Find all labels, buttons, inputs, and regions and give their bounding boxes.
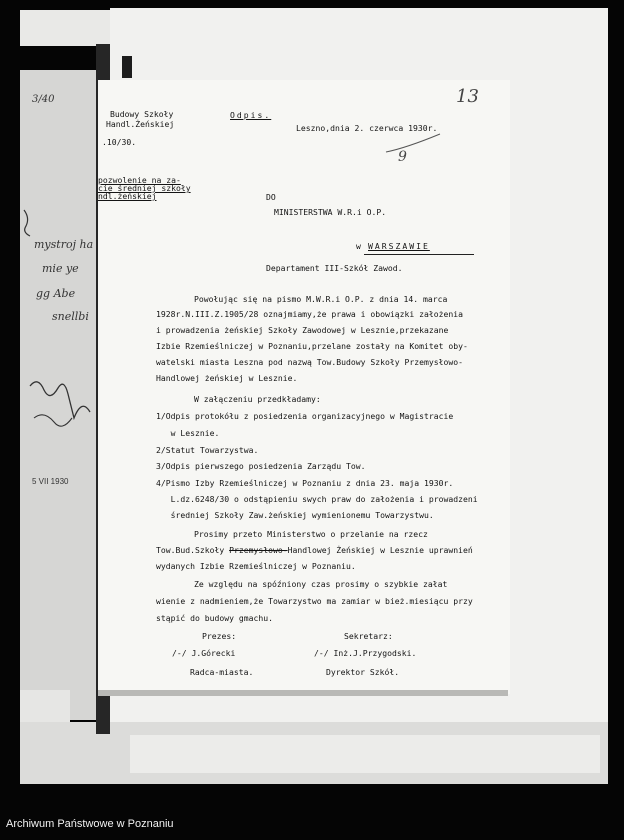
closing-line: Ze względu na spóźniony czas prosimy o szybkie załat xyxy=(194,579,448,589)
body-line: Izbie Rzemieślniczej w Poznaniu,przelane zostały na Komitet oby- xyxy=(156,341,468,351)
attachment-item: w Lesznie. xyxy=(156,428,220,438)
request-strikethrough: Przemysłowo- xyxy=(229,545,288,555)
city-underline xyxy=(364,254,474,255)
document-bottom-edge xyxy=(98,690,508,696)
sender-line: Handl.Żeńskiej xyxy=(106,119,175,129)
attachment-item: 2/Statut Towarzystwa. xyxy=(156,445,259,455)
body-line: Handlowej żeńskiej w Lesznie. xyxy=(156,373,298,383)
document-page xyxy=(98,80,510,694)
attachments-intro: W załączeniu przedkładamy: xyxy=(194,394,321,404)
sender-line: Budowy Szkoły xyxy=(110,109,174,119)
bottom-page-strip-inner xyxy=(130,735,600,773)
city-prefix: w xyxy=(356,241,361,251)
receipt-date-stamp: 5 VII 1930 xyxy=(32,477,69,486)
signature-name: /-/ J.Górecki xyxy=(172,648,236,658)
left-page-pen-marks xyxy=(20,200,98,460)
signature-title: Prezes: xyxy=(202,631,237,641)
to-label: DO xyxy=(266,192,276,202)
page-number-handwritten: 13 xyxy=(456,86,479,107)
signature-role: Dyrektor Szkół. xyxy=(326,667,400,677)
handwritten-stroke xyxy=(384,132,444,156)
signature-role: Radca-miasta. xyxy=(190,667,254,677)
paper-clip xyxy=(122,56,132,78)
place-and-date: Leszno,dnia 2. czerwca 1930r. xyxy=(296,123,438,133)
handwritten-mark: 9 xyxy=(398,149,407,165)
archive-credit: Archiwum Państwowe w Poznaniu xyxy=(6,818,174,830)
signature-name: /-/ Inż.J.Przygodski. xyxy=(314,648,417,658)
subject-line: pozwolenie na za- xyxy=(98,175,181,185)
attachment-item: 4/Pismo Izby Rzemieślniczej w Poznaniu z dnia 23. maja 1930r. xyxy=(156,478,454,488)
request-prefix: Tow.Bud.Szkoły xyxy=(156,545,230,555)
request-line: Prosimy przeto Ministerstwo o przelanie na rzecz xyxy=(194,529,428,539)
attachment-item: średniej Szkoły Zaw.żeńskiej wymienionemu Towarzystwu. xyxy=(156,510,434,520)
body-line: i prowadzenia żeńskiej Szkoły Zawodowej w Lesznie,przekazane xyxy=(156,325,449,335)
file-reference: .10/30. xyxy=(102,137,137,147)
signature-title: Sekretarz: xyxy=(344,631,393,641)
body-line: 1928r.N.III.Z.1905/28 oznajmiamy,że prawa i obowiązki założenia xyxy=(156,309,463,319)
closing-line: stąpić do budowy gmachu. xyxy=(156,613,273,623)
closing-line: wienie z nadmieniem,że Towarzystwo ma zamiar w bież.miesiącu przy xyxy=(156,596,473,606)
left-page-scribble: mie ye xyxy=(42,262,79,275)
addressee: MINISTERSTWA W.R.i O.P. xyxy=(274,207,387,217)
request-line xyxy=(156,546,473,554)
left-page-top-note: 3/40 xyxy=(32,94,55,105)
attachment-item: 1/Odpis protokółu z posiedzenia organizacyjnego w Magistracie xyxy=(156,411,454,421)
attachment-item: L.dz.6248/30 o odstąpieniu swych praw do założenia i prowadzeni xyxy=(156,494,478,504)
subject-line: cie średniej szkoły xyxy=(98,183,191,193)
body-line: Powołując się na pismo M.W.R.i O.P. z dnia 14. marca xyxy=(194,294,448,304)
department: Departament III-Szkół Zawod. xyxy=(266,263,403,273)
attachment-item: 3/Odpis pierwszego posiedzenia Zarządu Tow. xyxy=(156,461,366,471)
body-line: watelski miasta Leszna pod nazwą Tow.Budowy Szkoły Przemysłowo- xyxy=(156,357,463,367)
request-line: wydanych Izbie Rzemieślniczej w Poznaniu. xyxy=(156,561,356,571)
request-suffix: Handlowej Żeńskiej w Lesznie uprawnień xyxy=(287,545,473,555)
background-page-corner xyxy=(20,10,110,46)
city: WARSZAWIE xyxy=(368,241,430,251)
left-page-scribble: gg Abe xyxy=(36,287,76,300)
left-page-lower-tab xyxy=(20,690,70,722)
subject-line: ndl.żeńskiej xyxy=(98,191,157,201)
left-page-scribble: mystroj ha xyxy=(34,238,94,251)
left-page-scribble: snellbi xyxy=(52,310,89,323)
copy-mark: Odpis. xyxy=(230,110,272,120)
